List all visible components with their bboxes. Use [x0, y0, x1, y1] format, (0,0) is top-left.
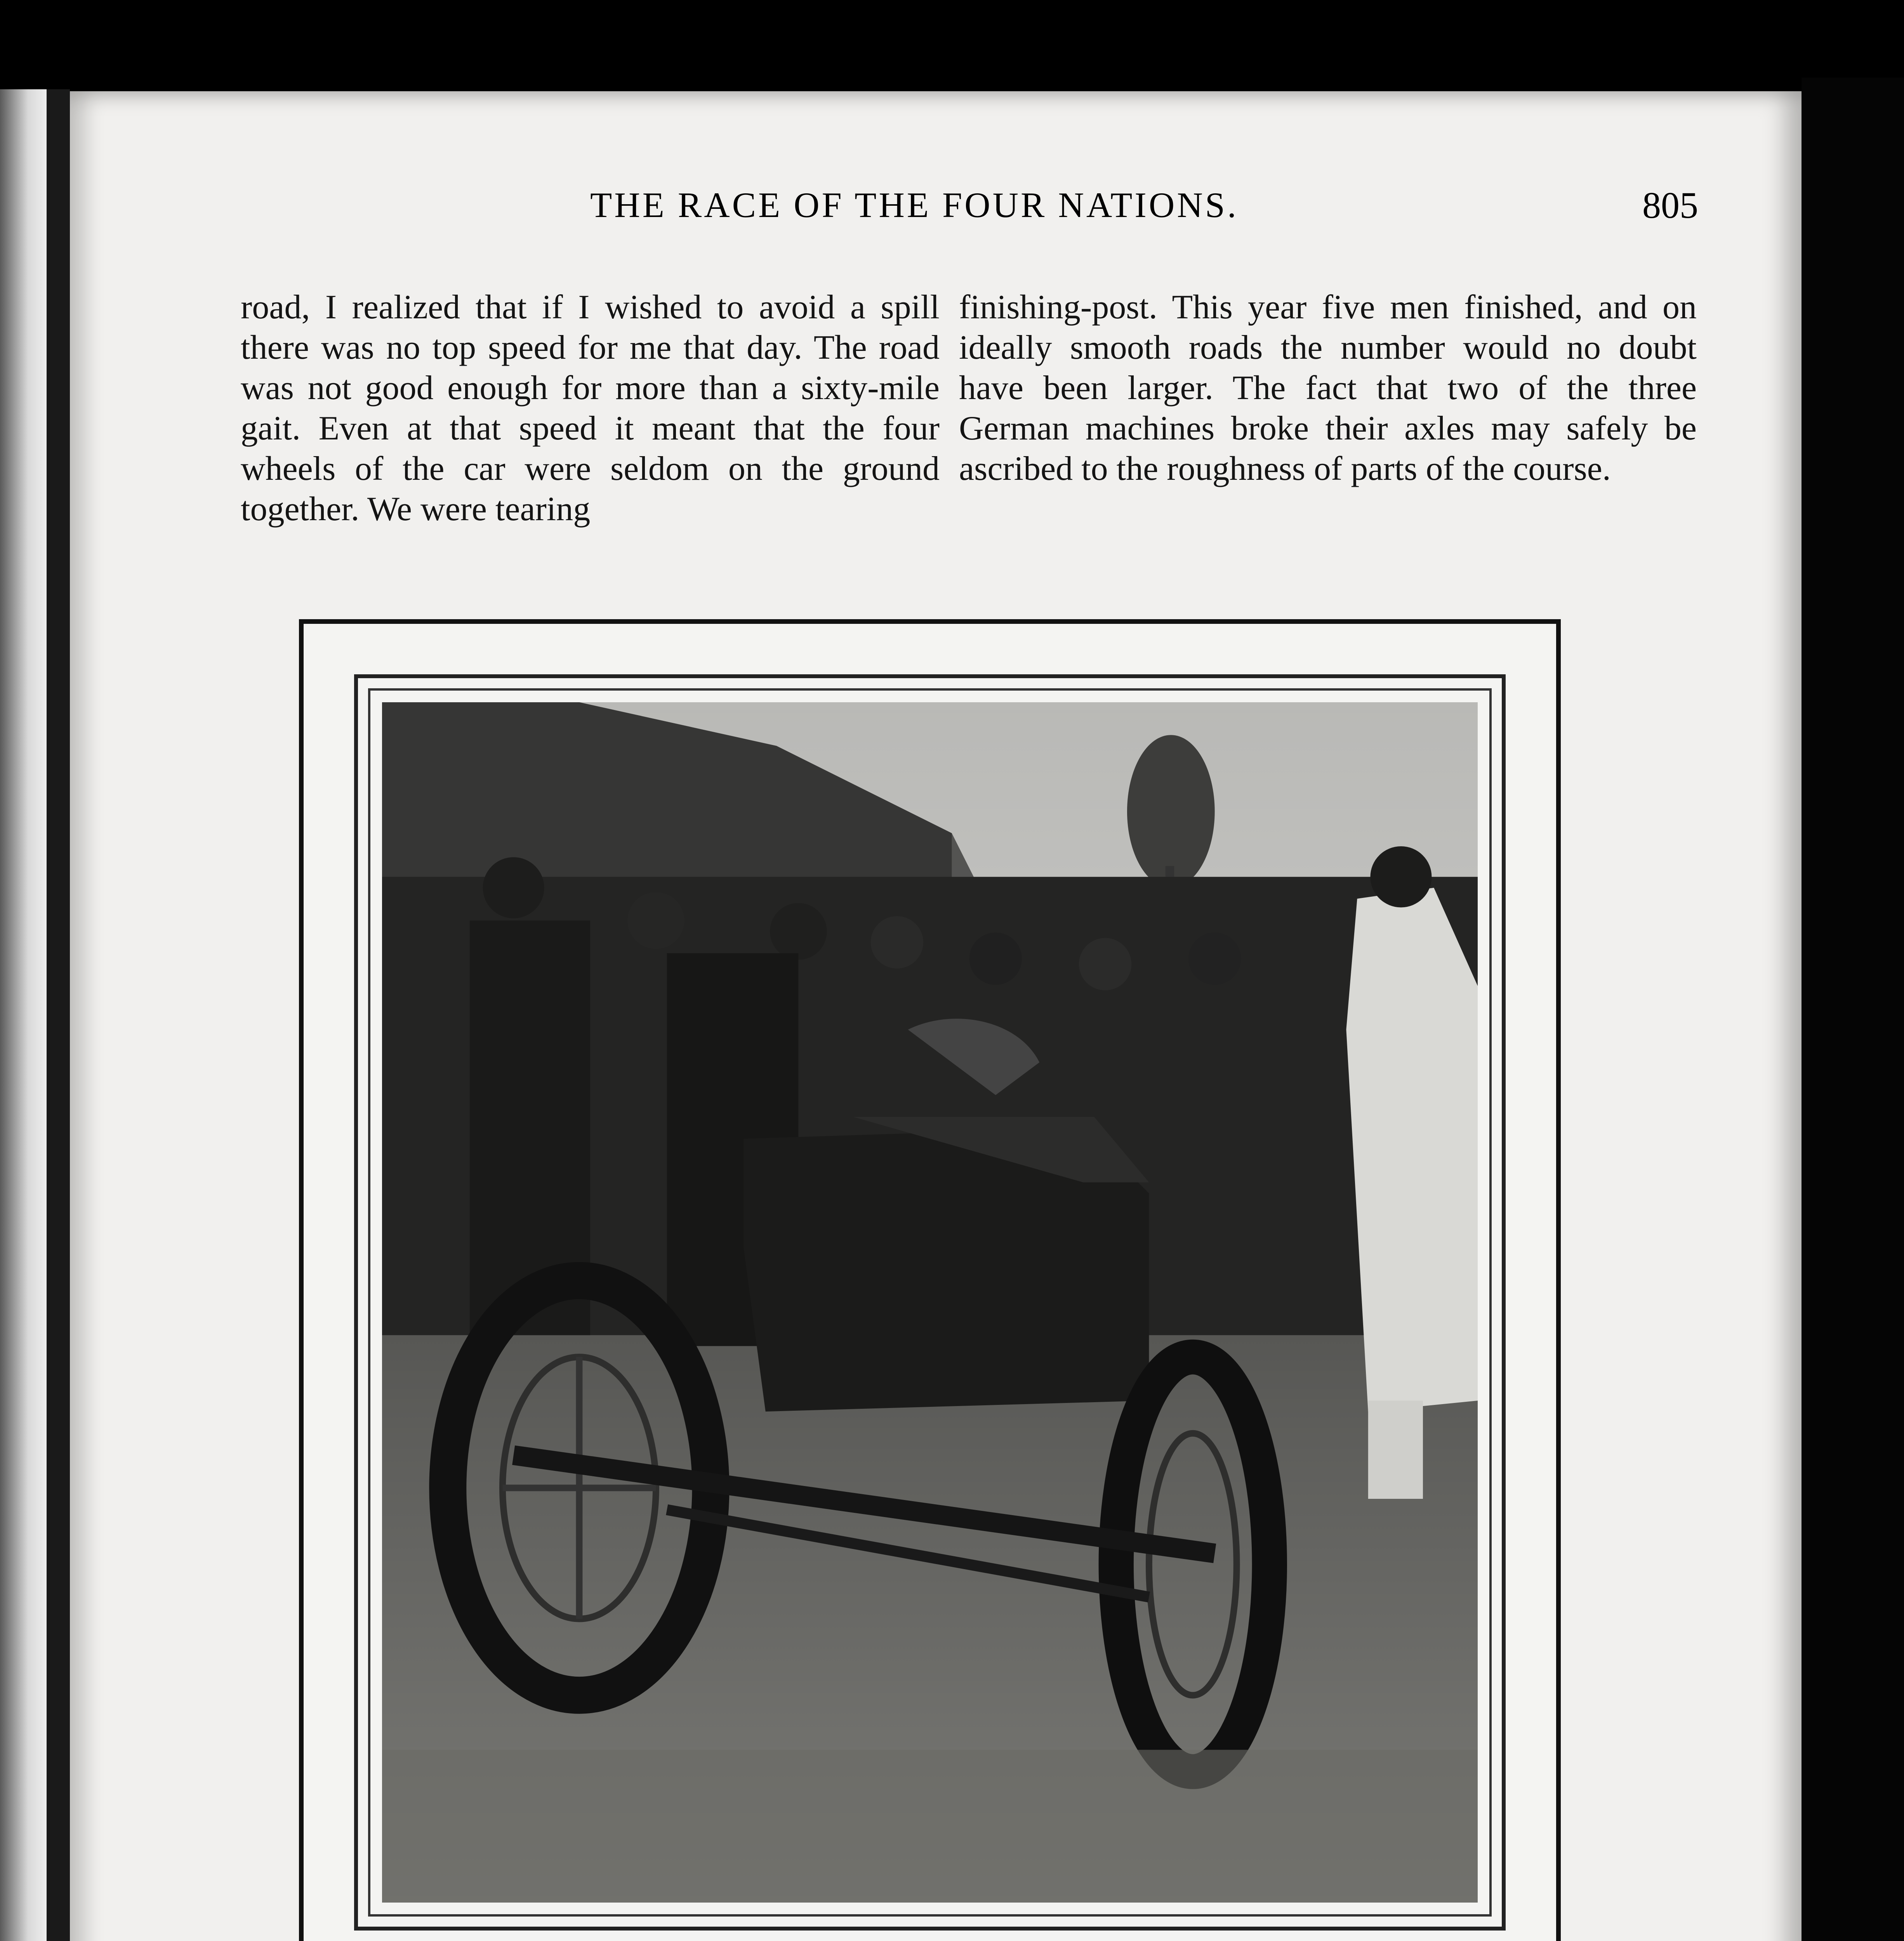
book-gutter: [47, 89, 70, 1941]
photo-frame-inner-rule: [368, 688, 1492, 1917]
photo-frame-border: [354, 674, 1506, 1931]
photo-frame: [299, 619, 1561, 1941]
paragraph: road, I realized that if I wished to avoid a spill there was no top speed for me that day. The road was not good enough for more than a sixty-mile gait. Even at that speed it meant that the four wheels of the car were seldom on the ground together. We were tearing: [241, 288, 940, 528]
top-left-column: [241, 287, 940, 530]
magazine-page: [70, 91, 1802, 1941]
scan-border: [1802, 78, 1904, 1941]
adjacent-page-edge: [0, 89, 47, 1941]
race-car-photograph: [382, 702, 1478, 1903]
running-title: THE RACE OF THE FOUR NATIONS.: [590, 185, 1239, 225]
page-number: 805: [1642, 184, 1698, 226]
photo-image: [382, 702, 1478, 1903]
paragraph: finishing-post. This year five men finished, and on ideally smooth roads the number would no doubt have been larger. The fact that two of the three German machines broke their axles may safely be ascribed to the roughness of parts of the course.: [959, 288, 1697, 488]
top-right-column: [959, 287, 1697, 489]
